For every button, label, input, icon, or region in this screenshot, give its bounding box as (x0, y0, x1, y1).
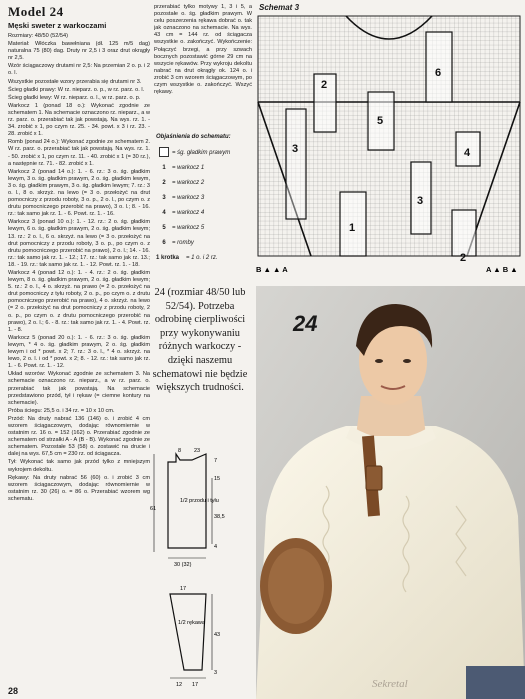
instr-cable3: Warkocz 3 (ponad 10 o.): 1. - 12. rz.: 2 o. śg. gładkim lewym, 6 o. śg. gładkim prawym, 2 o. śg. gładkim lewym; 13. rz.: 2 o. l., 6 o. skrzyż. na lewo (= 3 o. przełożyć na drut pomocniczy z przodu roboty, 3 o. p., po czym o. z drutu pomocniczego przerobić na prawo), 2 o. l.; 14. - 16. rz.: tak samo jak rz. 1. - 12.; 17. rz.: tak samo jak rz. 13.; 18. - 19. rz.: tak samo jak rz. 1. - 12. Powt. rz. 1. - 18. (8, 219, 150, 268)
schema-chart (256, 14, 522, 274)
legend-item: 4 = warkocz 4 (162, 209, 205, 216)
model-subtitle: Męski sweter z warkoczami (8, 21, 107, 30)
instr-diamond: Romb (ponad 24 o.): Wykonać zgodnie ze schematem 2. W rz. parz. o. przerabiać tak jak powstają. Na wys. rz. 1. - 50. zrobić x 1, po czym rz. 11. - 40. zrobić x 1 (= 30 rz.), a następnie rz. 71. - 82. zrobić x 1. (8, 139, 150, 167)
instr-cable2: Warkocz 2 (ponad 14 o.): 1. - 6. rz.: 3 o. śg. gładkim lewym, 3 o. śg. gładkim prawym, 2 o. śg. gładkim lewym, 3 o. śg. gładkim prawym, 3 o. śg. gładkim lewym; 7. rz.: 3 o. l., 8 o. skrzyż. na lewo (= 3 o. przełożyć na drut pomocniczy z przodu roboty, 3 o. p., 2 o. l., po czym o. z drutu pomocniczego przerobić na prawo), 3 o. l.; 8. - 16. rz.: tak samo jak rz. 1. - 6. Powt. rz. 1. - 16. (8, 168, 150, 218)
panel-label-2b: 2 (460, 252, 467, 264)
instr-material: Materiał: Włóczka bawełniana (dł. 125 m/5 dag) naturalna 75 (80) dag. Druty nr 2,5 i 3 oraz drut okrągły nr 2,5. (8, 41, 150, 62)
legend-item: 2 = warkocz 2 (162, 179, 205, 186)
legend-item: = śg. gładkim prawym (156, 145, 252, 160)
intro-text: 24 (rozmiar 48/50 lub 52/54). Potrzeba odrobinę cierpliwości przy wykonywaniu różnych warkoczy - dzięki naszemu schematowi nie będzie większych trudności. (152, 287, 248, 394)
svg-text:15: 15 (214, 476, 221, 482)
svg-text:8: 8 (178, 448, 182, 454)
front-label: 1/2 przodu i tyłu (180, 498, 219, 504)
front-back-diagram (150, 448, 254, 578)
svg-text:3: 3 (214, 670, 218, 676)
watermark-text: Sekretal (372, 678, 408, 690)
instr-front: Przód: Na druty nabrać 136 (146) o. i zrobić 4 cm wzorem ściągaczowym, dodając równomiernie w ostatnim rz. 16 o. = 152 (162) o. Przerabiać zgodnie ze schematem od strzałki A - A (B - B). Wykonać zgodnie ze schematem. Pozostałe 53 (58) o. zostawić na drucie i dalej na wys. 67,5 cm = 230 rz. od ściągacza. (8, 415, 150, 458)
svg-text:12: 12 (176, 682, 183, 688)
instr-sizes: Rozmiary: 48/50 (52/54) (8, 33, 69, 39)
legend-item: 6 = romby (162, 239, 194, 246)
instr-cable4: Warkocz 4 (ponad 12 o.): 1. - 4. rz.: 2 o. śg. gładkim lewym, 8 o. śg. gładkim prawym, 2 o. śg. gładkim lewym; 5. rz.: 2 o. l., 4 o. skrzyż. na prawo (= 2 o. przełożyć na drut pomocniczy z tyłu roboty, 2 o. p., po czym o. z drutu pomocniczego przerobić na prawo), 4 o. skrzyż. na lewo (= 2 o. przełożyć na drut pomocniczy z przodu roboty, 2 o. p., po czym o. z drutu pomocniczego przerobić na prawo), 2 o. l.; 6. - 8. rz.: tak samo jak rz. 1. - 4. Powt. rz. 1. - 8. (8, 270, 150, 333)
photo-illustration (256, 286, 525, 699)
legend-swatch (159, 147, 169, 157)
panel-label-6: 6 (435, 67, 442, 79)
svg-text:7: 7 (214, 458, 218, 464)
instr-rib: Wzór ściągaczowy drutami nr 2,5: Na przemian 2 o. p. i 2 o. l. (8, 63, 150, 77)
instr-back: Tył: Wykonać tak samo jak przód tylko z mniejszym wykrojem dekoltu. (8, 459, 150, 473)
instructions-column (8, 4, 150, 694)
panel-label-3a: 3 (292, 143, 299, 155)
svg-text:30 (32): 30 (32) (174, 562, 192, 568)
instr-stockinette: Ścieg gładki prawy: W rz. nieparz. o. p., w rz. parz. o. l. (8, 86, 145, 93)
schema-title: Schemat 3 (259, 3, 300, 12)
panel-label-5: 5 (377, 115, 384, 127)
instr-needles: Wszystkie pozostałe wzory przerabia się drutami nr 3. (8, 78, 142, 85)
legend-item: 1 = warkocz 1 (162, 164, 205, 171)
panel-label-3b: 3 (417, 195, 424, 207)
instr-cable5: Warkocz 5 (ponad 20 o.): 1. - 6. rz.: 3 o. śg. gładkim lewym, * 4 o. śg. gładkim prawym, 2 o. śg. gładkim lewym i od * powt. x 2; 7. rz.: 3 o. l., * 4 o. skrzyż. na lewo, 2 o. l. i od * powt. x 2; 8. - 12. rz.: tak samo jak rz. 1. - 6. Powt. rz. 1. - 12. (8, 334, 150, 370)
panel-2-right (452, 210, 476, 256)
instr-sleeves: Rękawy: Na druty nabrać 56 (60) o. i zrobić 3 cm wzorem ściągaczowym, dodając równomiernie w ostatnim rz. 30 (26) o. = 86 o. Przerabiać wzorem wg schematu. (8, 474, 150, 502)
instr-cable1: Warkocz 1 (ponad 18 o.): Wykonać zgodnie ze schematem 1. Na schemacie oznaczono rz. nieparz., a w rz. parz. o. przerabiać tak jak powstają. Na wys. rz. 1. - 34. zrobić x 1, po czym rz. 25. - 34. powt. x 3 i rz. 23. - 28. zrobić x 1. (8, 102, 150, 138)
panel-label-1: 1 (349, 222, 356, 234)
instr-layout: Układ wzorów: Wykonać zgodnie ze schematem 3. Na schemacie oznaczono rz. nieparz., a w rz. parz. o. przerabiać tak jak powstają. Na schemacie przedstawiono przód, tył i rękaw (= ciemne kontury na schemacie). (8, 371, 150, 406)
arrow-left-label: B ▲ ▲ A (256, 265, 288, 274)
instructions-body (8, 33, 150, 503)
svg-text:38,5: 38,5 (214, 514, 225, 520)
arrow-right-label: A ▲ B ▲ (486, 265, 518, 274)
svg-text:23: 23 (194, 448, 201, 454)
legend-item: 1 krotka = 1 o. i 2 rz. (156, 254, 218, 261)
model-title: Model 24 (8, 4, 64, 19)
svg-text:4: 4 (214, 544, 218, 550)
instr-reverse: Ścieg gładki lewy: W rz. nieparz. o. l., w rz. parz. o. p. (8, 94, 141, 101)
legend-title: Objaśnienia do schematu: (156, 134, 231, 140)
photo-number: 24 (293, 311, 318, 336)
svg-text:61: 61 (150, 506, 157, 512)
svg-text:17: 17 (180, 586, 187, 592)
instr-gauge: Próba ściegu: 25,5 o. i 34 rz. = 10 x 10 cm. (8, 407, 115, 414)
legend-item: 3 = warkocz 3 (162, 194, 205, 201)
panel-label-2a: 2 (321, 79, 328, 91)
svg-text:17: 17 (192, 682, 199, 688)
model-photo (256, 286, 525, 699)
panel-label-4: 4 (464, 147, 471, 159)
schema-legend (156, 134, 252, 265)
sleeve-diagram (150, 586, 254, 690)
svg-text:43: 43 (214, 632, 221, 638)
page-number: 28 (8, 686, 19, 696)
panel-3-left (286, 109, 306, 219)
legend-item: 5 = warkocz 5 (162, 224, 205, 231)
instructions-continued: przerabiać tylko motywy 1, 3 i 5, a pozostałe o. śg. gładkim prawym. W celu poszerzenia rękawa dobrać o. tak jak oznaczono na schemacie. Na wys. 43 cm = 144 rz. od ściągacza wszystkie o. zakończyć. Wykończenie: Połączyć brzegi, a przy szwach bocznych pozostawić górne 29 cm na wszycie rękawów. Przy wykroju dekoltu nabrać na drut okrągły ok. 124 o. i zrobić 3 cm wzorem ściągaczowym, po czym wszystkie o. zakończyć. Wszyć rękawy. (154, 4, 252, 96)
sleeve-outline-small (170, 594, 206, 670)
sleeve-label: 1/2 rękawa (178, 620, 205, 626)
